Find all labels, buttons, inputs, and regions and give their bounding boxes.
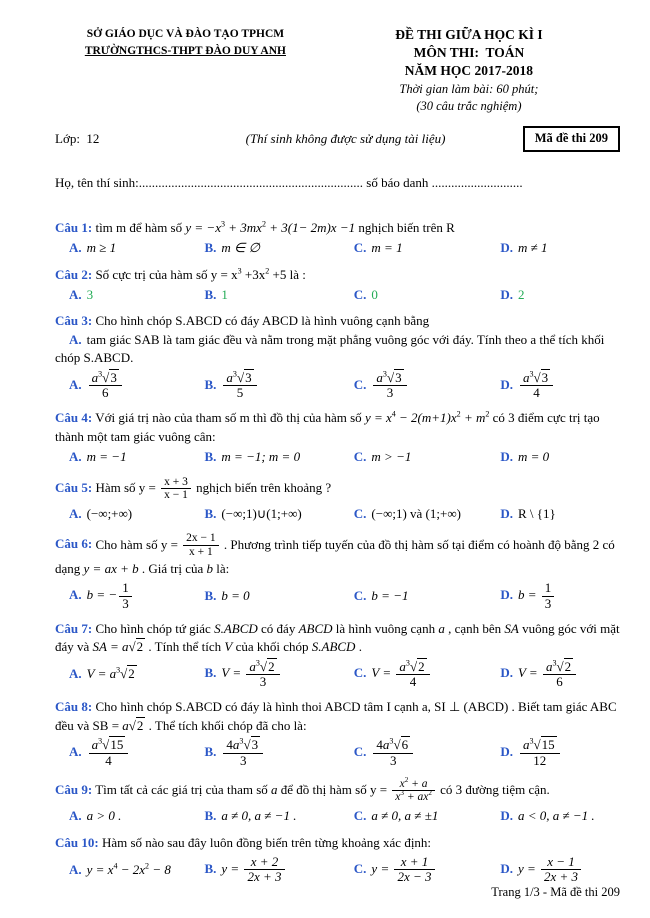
question-stem-text: Cho hình chóp S.ABCD có đáy là hình thoi ABCD tâm I cạnh a, SI ⊥ (ABCD) . Biết tam giác ABC đều và SB = a√2 . Thể tích khối chóp đã cho là: <box>55 699 617 733</box>
option-content: a > 0 . <box>86 808 122 824</box>
option-letter: A. <box>69 376 82 392</box>
question-stem-text: Cho hình chóp S.ABCD có đáy ABCD là hình vuông cạnh bằng <box>95 313 430 329</box>
fraction: $\frac{a^3√3}{4}$ <box>520 371 553 401</box>
option-letter: A. <box>69 808 82 824</box>
option-letter: A. <box>69 861 82 877</box>
option-letter: B. <box>204 587 217 603</box>
option-letter: C. <box>353 665 367 681</box>
school-name: TRƯỜNGTHCS-THPT ĐÀO DUY ANH <box>84 45 286 58</box>
question-stem <box>55 219 622 237</box>
answer-option <box>354 448 501 466</box>
option-letter: D. <box>500 743 513 759</box>
answer-option <box>69 861 204 879</box>
answer-options <box>55 737 622 769</box>
answer-option <box>204 239 353 257</box>
square-root: √15 <box>102 737 124 753</box>
square-root: √2 <box>128 639 144 655</box>
question <box>55 219 622 258</box>
fraction: $\frac{a^3√2}{4}$ <box>396 660 429 690</box>
answer-option <box>204 587 353 605</box>
answer-options <box>55 659 622 691</box>
answer-option <box>500 854 622 886</box>
question-stem-text: Tìm tất cả các giá trị của tham số a để đồ thị hàm số y = $\frac{x^2 + a}{x^3 + ax^2}$ có 3 đường tiệm cận. <box>95 775 550 804</box>
answer-option <box>204 737 353 769</box>
answer-option <box>500 807 622 825</box>
exam-header <box>55 26 622 114</box>
answer-option <box>354 659 501 691</box>
option-content: a ≠ 0, a ≠ −1 . <box>221 808 297 824</box>
exam-meta-row <box>55 126 622 152</box>
fraction: $\frac{4a^3√6}{3}$ <box>373 738 413 768</box>
option-letter: B. <box>204 286 217 302</box>
question-note-text: tam giác SAB là tam giác đều và nằm trong mặt phẳng vuông góc với đáy. Tính theo a thể tích khối chóp S.ABCD. <box>55 331 605 366</box>
answer-option <box>69 286 204 304</box>
answer-option <box>354 370 501 402</box>
question-stem-text: Số cực trị của hàm số $y = x^3 +3x^2 +5$ là : <box>95 266 306 282</box>
question-stem-text: Cho hình chóp tứ giác S.ABCD có đáy ABCD là hình vuông cạnh a , cạnh bên SA vuông góc với mặt đáy và SA = a√2 . Tính thể tích V của khối chóp S.ABCD . <box>55 620 620 655</box>
option-letter: C. <box>353 808 367 824</box>
option-content: (−∞;1)∪(1;+∞) <box>221 506 302 522</box>
fraction: $\frac{a^3√15}{12}$ <box>520 738 560 768</box>
option-letter: D. <box>500 665 513 681</box>
option-content: b = − $\frac{1}{3}$ <box>87 587 134 602</box>
option-content: 3 <box>86 286 94 302</box>
square-root: √3 <box>533 369 549 385</box>
answer-option <box>204 370 353 402</box>
answer-option <box>69 239 204 257</box>
option-letter: C. <box>353 286 367 302</box>
question-number: Câu 5: <box>55 479 93 495</box>
option-content <box>518 736 562 768</box>
option-content: (−∞;1) và (1;+∞) <box>371 506 461 522</box>
option-content: y = $\frac{x - 1}{2x + 3}$ <box>518 861 583 876</box>
option-letter: A. <box>69 449 82 465</box>
answer-option <box>69 370 204 402</box>
answer-option <box>354 854 501 886</box>
question-stem-text: tìm m để hàm số $y = -x^3 + 3mx^2 + 3(1- 2m)x -1$ nghịch biến trên R <box>95 219 455 235</box>
option-letter: A. <box>69 286 82 302</box>
answer-option <box>500 370 622 402</box>
option-letter: B. <box>204 240 217 256</box>
square-root: √2 <box>409 658 425 674</box>
option-letter: D. <box>500 860 513 876</box>
square-root: √15 <box>533 737 555 753</box>
option-content <box>87 736 131 768</box>
option-content: b = $\frac{1}{3}$ <box>518 587 556 602</box>
question-stem <box>55 312 622 330</box>
question-stem-text: Cho hàm số y = $\frac{2x - 1}{x + 1}$ . Phương trình tiếp tuyến của đồ thị hàm số tại điểm có hoành độ bằng 2 có dạng y = ax + b . Giá trị của b là: <box>55 532 615 576</box>
question-number: Câu 10: <box>55 834 99 850</box>
option-letter: D. <box>500 449 513 465</box>
option-content: m ∈ ∅ <box>221 240 260 256</box>
answer-option <box>69 737 204 769</box>
fraction: $\frac{x - 1}{2x + 3}$ <box>541 855 581 885</box>
option-content: R \ {1} <box>517 506 556 522</box>
answer-options <box>55 854 622 886</box>
fraction: $\frac{x + 1}{2x - 3}$ <box>394 855 434 885</box>
candidate-info-line: Họ, tên thí sinh:..................................................................... số báo danh ............................ <box>55 175 523 191</box>
answer-option <box>500 737 622 769</box>
page-footer: Trang 1/3 - Mã đề thi 209 <box>491 885 620 900</box>
option-content: m > −1 <box>371 449 412 465</box>
option-letter: A. <box>69 666 82 682</box>
fraction: $\frac{1}{3}$ <box>119 581 132 611</box>
question-number: Câu 8: <box>55 699 93 715</box>
option-content: y = $\frac{x + 2}{2x + 3}$ <box>221 861 286 876</box>
question <box>55 620 622 691</box>
answer-option <box>69 505 204 523</box>
option-content: 0 <box>371 286 378 302</box>
answer-option <box>500 239 622 257</box>
answer-option <box>500 580 622 612</box>
option-letter: A. <box>69 240 82 256</box>
option-letter: C. <box>353 376 367 392</box>
no-materials-note: (Thí sinh không được sử dụng tài liệu) <box>245 131 446 147</box>
option-letter: B. <box>204 743 217 759</box>
fraction: $\frac{1}{3}$ <box>542 581 555 611</box>
option-letter: C. <box>353 743 367 759</box>
question-number: Câu 7: <box>55 620 93 636</box>
answer-option <box>204 286 353 304</box>
option-content: m = −1 <box>86 449 127 465</box>
question-list <box>55 219 622 886</box>
option-letter: C. <box>353 860 367 876</box>
option-content: a < 0, a ≠ −1 . <box>517 808 595 824</box>
answer-option <box>69 665 204 683</box>
question-stem-text: Hàm số nào sau đây luôn đồng biến trên từng khoảng xác định: <box>101 834 432 850</box>
option-letter: B. <box>204 449 217 465</box>
option-content: b = −1 <box>371 587 409 603</box>
square-root: √2 <box>120 666 135 682</box>
answer-options <box>55 370 622 402</box>
fraction: $\frac{2x - 1}{x + 1}$ <box>183 532 219 558</box>
question-number: Câu 4: <box>55 410 93 426</box>
option-content: m = 1 <box>371 240 403 256</box>
question-stem <box>55 698 622 735</box>
exam-duration: Thời gian làm bài: 60 phút; <box>399 81 539 96</box>
fraction: $\frac{a^3√15}{4}$ <box>89 738 129 768</box>
answer-options <box>55 580 622 612</box>
department-name: SỞ GIÁO DỤC VÀ ĐÀO TẠO TPHCM <box>86 28 285 40</box>
option-letter: B. <box>204 808 217 824</box>
fraction: $\frac{x^2 + a}{x^3 + ax^2}$ <box>392 778 435 804</box>
option-content: V = $\frac{a^3√2}{4}$ <box>371 665 431 680</box>
square-root: √3 <box>243 737 259 753</box>
option-letter: A. <box>69 743 82 759</box>
answer-options <box>55 239 622 257</box>
answer-option <box>500 659 622 691</box>
answer-option <box>69 807 204 825</box>
question-stem-text: Với giá trị nào của tham số m thì đồ thị của hàm số $y = x^4 - 2(m+1)x^2 + m^2$ có 3 điểm cực trị tạo thành một tam giác vuông cân: <box>55 410 600 444</box>
option-letter: D. <box>500 506 513 522</box>
option-content: m ≥ 1 <box>86 240 117 256</box>
square-root: √3 <box>236 369 252 385</box>
fraction: $\frac{a^3√3}{3}$ <box>373 371 406 401</box>
question <box>55 531 622 611</box>
option-letter: A. <box>69 506 82 522</box>
option-content <box>518 369 555 401</box>
answer-option <box>204 854 353 886</box>
option-content: a ≠ 0, a ≠ ±1 <box>371 808 439 824</box>
fraction: $\frac{a^3√3}{6}$ <box>89 371 122 401</box>
question-stem-text: Hàm số y = $\frac{x + 3}{x - 1}$ nghịch biến trên khoảng ? <box>95 475 332 502</box>
option-letter: D. <box>500 286 513 302</box>
question <box>55 409 622 466</box>
question-number: Câu 2: <box>55 266 93 282</box>
option-content: m ≠ 1 <box>517 240 548 256</box>
square-root: √3 <box>386 369 402 385</box>
answer-option <box>204 448 353 466</box>
option-letter: B. <box>204 376 217 392</box>
option-content: b = 0 <box>221 587 250 603</box>
answer-options <box>55 286 622 304</box>
option-letter: B. <box>204 506 217 522</box>
answer-option <box>204 807 353 825</box>
question <box>55 777 622 826</box>
class-label: Lớp: 12 <box>55 131 100 147</box>
question-stem <box>55 620 622 657</box>
answer-options <box>55 448 622 466</box>
question-note <box>55 331 622 368</box>
square-root: √2 <box>259 658 275 674</box>
school-year: NĂM HỌC 2017-2018 <box>404 63 534 79</box>
question-stem <box>55 834 622 852</box>
question-stem <box>55 777 622 805</box>
answer-option <box>204 659 353 691</box>
question-number: Câu 6: <box>55 536 93 552</box>
question-number: Câu 1: <box>55 219 93 235</box>
option-letter: D. <box>500 808 513 824</box>
answer-option <box>69 448 204 466</box>
option-letter: D. <box>500 240 513 256</box>
option-content <box>371 369 408 401</box>
question <box>55 698 622 769</box>
exam-subject: MÔN THI: TOÁN <box>413 45 525 61</box>
option-letter: C. <box>353 587 367 603</box>
question-stem <box>55 531 622 578</box>
fraction: $\frac{x + 2}{2x + 3}$ <box>244 855 284 885</box>
answer-option <box>500 286 622 304</box>
question-stem <box>55 266 622 284</box>
exam-code-box: Mã đề thi 209 <box>523 126 620 152</box>
answer-option <box>354 587 501 605</box>
option-content: V = $\frac{a^3√2}{6}$ <box>518 665 578 680</box>
answer-option <box>500 448 622 466</box>
option-letter: B. <box>204 860 217 876</box>
option-letter: A. <box>69 586 82 602</box>
fraction: $\frac{a^3√2}{3}$ <box>246 660 279 690</box>
question-stem <box>55 409 622 446</box>
square-root: √2 <box>128 717 144 733</box>
option-content: (−∞;+∞) <box>86 506 133 522</box>
answer-option <box>354 239 501 257</box>
option-content: y = $\frac{x + 1}{2x - 3}$ <box>371 861 436 876</box>
fraction: $\frac{4a^3√3}{3}$ <box>223 738 263 768</box>
option-letter: C. <box>353 449 367 465</box>
option-content <box>221 736 265 768</box>
question-number: Câu 9: <box>55 781 93 797</box>
question <box>55 312 622 401</box>
option-letter: D. <box>500 376 513 392</box>
option-content: 2 <box>517 286 525 302</box>
option-content: $V = a^3√2$ <box>86 665 135 682</box>
option-letter: C. <box>353 240 367 256</box>
answer-option <box>500 505 622 523</box>
answer-option <box>354 807 501 825</box>
answer-options <box>55 505 622 523</box>
answer-option <box>69 580 204 612</box>
answer-option <box>354 286 501 304</box>
option-content: $y = x^4 - 2x^2 - 8$ <box>86 861 171 877</box>
option-content: m = 0 <box>517 449 550 465</box>
question <box>55 834 622 886</box>
answer-option <box>204 505 353 523</box>
question <box>55 475 622 524</box>
option-content <box>221 369 258 401</box>
option-content <box>87 369 124 401</box>
option-content: 1 <box>221 286 228 302</box>
option-content: V = $\frac{a^3√2}{3}$ <box>221 665 281 680</box>
question-number: Câu 3: <box>55 313 93 329</box>
fraction: $\frac{a^3√3}{5}$ <box>223 371 256 401</box>
option-letter: D. <box>500 586 513 602</box>
exam-title: ĐỀ THI GIỮA HỌC KÌ I <box>395 27 543 42</box>
square-root: √6 <box>393 737 409 753</box>
option-content <box>371 736 415 768</box>
question <box>55 266 622 305</box>
question-count-note: (30 câu trắc nghiệm) <box>416 98 522 113</box>
question-stem <box>55 475 622 503</box>
answer-options <box>55 807 622 825</box>
option-letter: B. <box>204 665 217 681</box>
option-content: m = −1; m = 0 <box>221 449 301 465</box>
fraction: $\frac{a^3√2}{6}$ <box>543 660 576 690</box>
square-root: √3 <box>102 369 117 385</box>
exam-title-block <box>316 26 622 114</box>
option-letter: C. <box>353 506 367 522</box>
fraction: $\frac{x + 3}{x - 1}$ <box>161 476 191 502</box>
issuing-authority <box>55 26 316 61</box>
answer-option <box>354 505 501 523</box>
answer-option <box>354 737 501 769</box>
square-root: √2 <box>556 658 572 674</box>
question-note-letter: A. <box>69 331 82 347</box>
